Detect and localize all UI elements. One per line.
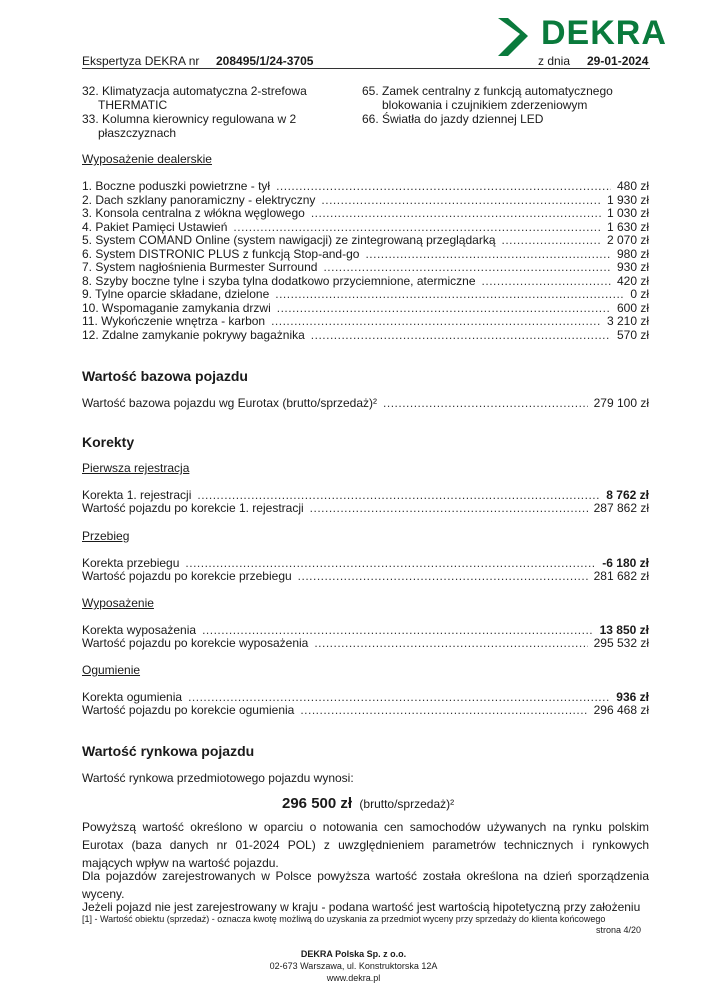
correction-label: Korekta 1. rejestracji bbox=[82, 488, 192, 502]
page-number: strona 4/20 bbox=[596, 925, 642, 935]
correction-row bbox=[82, 556, 649, 570]
base-value: 279 100 zł bbox=[593, 396, 649, 410]
value-after-row bbox=[82, 636, 649, 650]
value-after: 296 468 zł bbox=[593, 703, 649, 717]
value-after: 281 682 zł bbox=[593, 569, 649, 583]
list-item: 65. Zamek centralny z funkcją automatycznego bbox=[362, 84, 613, 98]
value-after: 295 532 zł bbox=[593, 636, 649, 650]
value-after-label: Wartość pojazdu po korekcie przebiegu bbox=[82, 569, 292, 583]
standard-equipment-right bbox=[362, 84, 649, 126]
value-after-label: Wartość pojazdu po korekcie ogumienia bbox=[82, 703, 295, 717]
item-value: 2 070 zł bbox=[606, 233, 649, 247]
standard-equipment-left bbox=[82, 84, 352, 140]
item-label: 12. Zdalne zamykanie pokrywy bagażnika bbox=[82, 328, 305, 342]
item-label: 8. Szyby boczne tylne i szyba tylna dodatkowo przyciemnione, atermiczne bbox=[82, 274, 476, 288]
value-after-label: Wartość pojazdu po korekcie wyposażenia bbox=[82, 636, 309, 650]
correction-value: 13 850 zł bbox=[599, 623, 649, 637]
item-label: 10. Wspomaganie zamykania drzwi bbox=[82, 301, 271, 315]
section-title: Wyposażenie bbox=[82, 596, 154, 610]
header-divider bbox=[82, 68, 650, 69]
correction-row bbox=[82, 623, 649, 637]
market-value-intro: Wartość rynkowa przedmiotowego pojazdu wynosi: bbox=[82, 771, 354, 785]
value-after-row bbox=[82, 569, 649, 583]
correction-label: Korekta wyposażenia bbox=[82, 623, 197, 637]
correction-value: 936 zł bbox=[616, 690, 649, 704]
item-label: 3. Konsola centralna z włókna węglowego bbox=[82, 206, 305, 220]
paragraph: Jeżeli pojazd nie jest zarejestrowany w kraju - podana wartość jest wartością hipotetyczną przy założeniu bbox=[82, 900, 641, 914]
item-label: 4. Pakiet Pamięci Ustawień bbox=[82, 220, 228, 234]
section-title: Ogumienie bbox=[82, 663, 141, 677]
table-row bbox=[82, 220, 649, 234]
report-date: 29-01-2024 bbox=[587, 54, 649, 68]
list-item: 66. Światła do jazdy dziennej LED bbox=[362, 112, 544, 126]
item-label: 9. Tylne oparcie składane, dzielone bbox=[82, 287, 270, 301]
corrections-heading: Korekty bbox=[82, 434, 135, 450]
correction-label: Korekta ogumienia bbox=[82, 690, 183, 704]
table-row bbox=[82, 287, 649, 301]
document-header bbox=[82, 54, 649, 68]
date-label: z dnia bbox=[538, 54, 571, 68]
table-row bbox=[82, 193, 649, 207]
list-item: 33. Kolumna kierownicy regulowana w 2 bbox=[82, 112, 297, 126]
table-row bbox=[82, 301, 649, 315]
item-value: 1 630 zł bbox=[606, 220, 649, 234]
item-value: 600 zł bbox=[616, 301, 649, 315]
list-item: płaszczyznach bbox=[98, 126, 177, 140]
table-row bbox=[82, 260, 649, 274]
item-value: 980 zł bbox=[616, 247, 649, 261]
correction-value: -6 180 zł bbox=[602, 556, 649, 570]
paragraph: Dla pojazdów zarejestrowanych w Polsce powyższa wartość została określona na dzień sporządzenia wyceny. bbox=[82, 869, 649, 901]
section-title: Przebieg bbox=[82, 529, 130, 543]
list-item: 32. Klimatyzacja automatyczna 2-strefowa bbox=[82, 84, 307, 98]
item-label: 6. System DISTRONIC PLUS z funkcją Stop-and-go bbox=[82, 247, 360, 261]
dekra-logo-text: DEKRA bbox=[541, 14, 667, 52]
market-value-line bbox=[282, 795, 454, 812]
value-after: 287 862 zł bbox=[593, 501, 649, 515]
item-label: 7. System nagłośnienia Burmester Surround bbox=[82, 260, 318, 274]
base-value-heading: Wartość bazowa pojazdu bbox=[82, 368, 248, 384]
item-value: 1 030 zł bbox=[606, 206, 649, 220]
table-row bbox=[82, 274, 649, 288]
item-label: 1. Boczne poduszki powietrzne - tył bbox=[82, 179, 271, 193]
table-row bbox=[82, 247, 649, 261]
footer-website: www.dekra.pl bbox=[326, 973, 381, 983]
item-label: 11. Wykończenie wnętrza - karbon bbox=[82, 314, 266, 328]
dealer-equipment-title: Wyposażenie dealerskie bbox=[82, 152, 212, 166]
base-value-row bbox=[82, 396, 649, 410]
value-after-row bbox=[82, 703, 649, 717]
table-row bbox=[82, 314, 649, 328]
item-value: 1 930 zł bbox=[606, 193, 649, 207]
dekra-logo-icon bbox=[494, 16, 540, 58]
table-row bbox=[82, 206, 649, 220]
paragraph: Powyższą wartość określono w oparciu o notowania cen samochodów używanych na rynku polskim Eurotax (baza danych nr 01-2024 POL) z uwzględnieniem parametrów technicznych i rynkowych mających wpływ na wartość pojazdu. bbox=[82, 820, 649, 870]
footer bbox=[0, 948, 707, 984]
base-value-label: Wartość bazowa pojazdu wg Eurotax (brutto/sprzedaż)² bbox=[82, 396, 378, 410]
value-after-label: Wartość pojazdu po korekcie 1. rejestracji bbox=[82, 501, 304, 515]
market-value-note: (brutto/sprzedaż)² bbox=[359, 797, 455, 811]
report-number-label: Ekspertyza DEKRA nr bbox=[82, 54, 200, 68]
market-value-heading: Wartość rynkowa pojazdu bbox=[82, 743, 255, 759]
table-row bbox=[82, 179, 649, 193]
list-item: blokowania i czujnikiem zderzeniowym bbox=[382, 98, 588, 112]
correction-row bbox=[82, 488, 649, 502]
footer-address: 02-673 Warszawa, ul. Konstruktorska 12A bbox=[269, 961, 438, 971]
item-value: 930 zł bbox=[616, 260, 649, 274]
item-value: 3 210 zł bbox=[606, 314, 649, 328]
table-row bbox=[82, 328, 649, 342]
item-value: 0 zł bbox=[630, 287, 649, 301]
item-label: 2. Dach szklany panoramiczny - elektryczny bbox=[82, 193, 316, 207]
item-label: 5. System COMAND Online (system nawigacji) ze zintegrowaną przeglądarką bbox=[82, 233, 496, 247]
table-row bbox=[82, 233, 649, 247]
market-value: 296 500 zł bbox=[282, 795, 353, 812]
value-after-row bbox=[82, 501, 649, 515]
item-value: 480 zł bbox=[616, 179, 649, 193]
footnote: [1] - Wartość obiektu (sprzedaż) - oznacza kwotę możliwą do uzyskania za przedmiot wyceny przy sprzedaży do klienta końcowego bbox=[82, 914, 606, 924]
correction-label: Korekta przebiegu bbox=[82, 556, 180, 570]
section-title: Pierwsza rejestracja bbox=[82, 461, 190, 475]
item-value: 420 zł bbox=[616, 274, 649, 288]
correction-value: 8 762 zł bbox=[606, 488, 649, 502]
item-value: 570 zł bbox=[616, 328, 649, 342]
report-number: 208495/1/24-3705 bbox=[216, 54, 314, 68]
list-item: THERMATIC bbox=[98, 98, 168, 112]
correction-row bbox=[82, 690, 649, 704]
footer-company: DEKRA Polska Sp. z o.o. bbox=[300, 949, 407, 959]
